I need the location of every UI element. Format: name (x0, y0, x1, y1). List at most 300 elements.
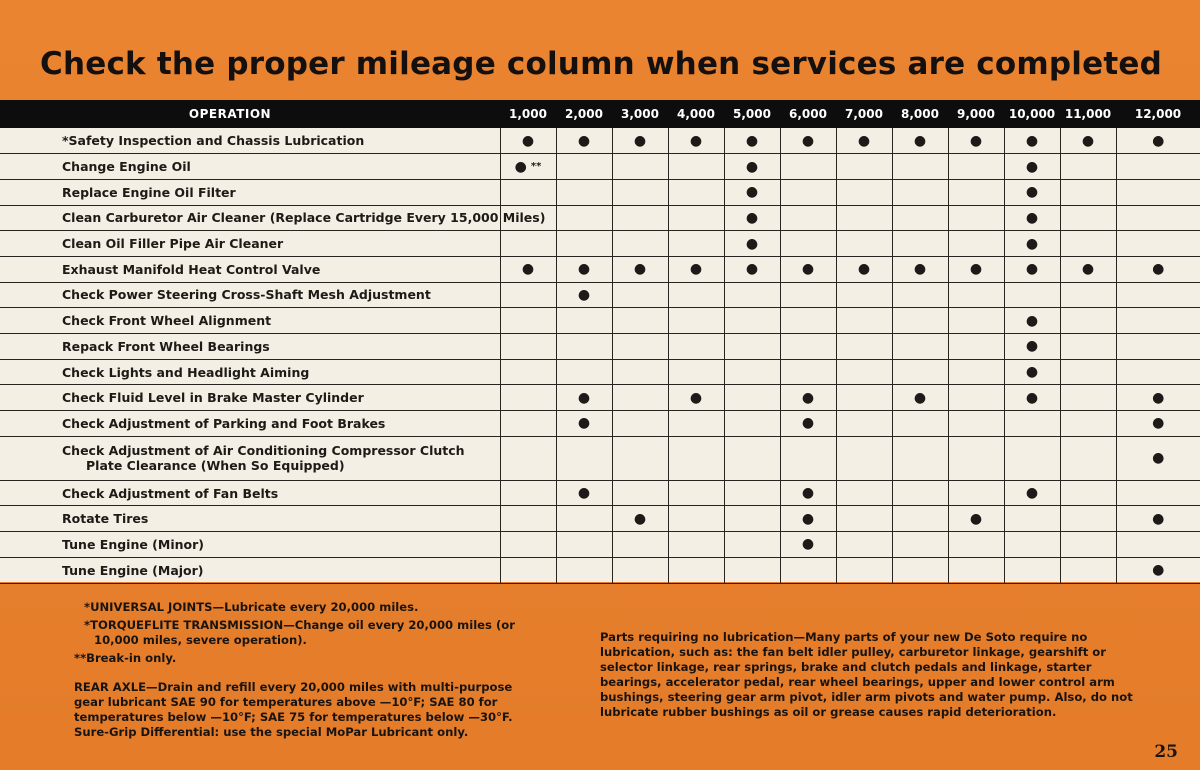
mileage-cell (1004, 506, 1060, 532)
mileage-cell (612, 359, 668, 385)
mileage-cell (892, 205, 948, 231)
mileage-cell (780, 359, 836, 385)
mileage-cell (1116, 411, 1200, 437)
service-dot: ● (577, 286, 591, 303)
mileage-cell (780, 436, 836, 480)
mileage-cell (836, 231, 892, 257)
operation-label: Check Power Steering Cross-Shaft Mesh Adjustment (62, 287, 431, 303)
mileage-cell (1060, 154, 1116, 180)
mileage-cell (948, 205, 1004, 231)
service-dot: ● (1152, 562, 1165, 579)
mileage-cell (668, 179, 724, 205)
operation-cell (0, 282, 500, 308)
mileage-cell (892, 557, 948, 583)
mileage-cell (724, 532, 780, 558)
service-dot: ● (1025, 364, 1039, 381)
mileage-cell (1004, 231, 1060, 257)
mileage-cell (724, 480, 780, 506)
mileage-cell (836, 506, 892, 532)
mileage-cell (724, 231, 780, 257)
service-dot: ● (1152, 389, 1165, 406)
service-dot: ● (969, 261, 983, 278)
operation-cell (0, 179, 500, 205)
service-dot: ● (633, 510, 647, 527)
operation-label-line2: Plate Clearance (When So Equipped) (86, 458, 345, 474)
mileage-cell (500, 557, 556, 583)
mileage-cell (668, 282, 724, 308)
mileage-cell (500, 334, 556, 360)
mileage-cell (556, 334, 612, 360)
schedule-row (0, 179, 1200, 205)
mileage-cell (836, 154, 892, 180)
operation-header: OPERATION (188, 107, 272, 121)
service-dot: ● (1025, 209, 1039, 226)
mileage-cell (668, 359, 724, 385)
service-dot: ● (577, 261, 591, 278)
mileage-cell (500, 154, 556, 180)
mileage-cell (612, 506, 668, 532)
mileage-cell (1004, 179, 1060, 205)
mileage-cell (1004, 334, 1060, 360)
mileage-cell (668, 506, 724, 532)
mileage-cell (1004, 480, 1060, 506)
service-dot: ● (1025, 338, 1039, 355)
mileage-cell (556, 506, 612, 532)
service-dot: ● (1152, 415, 1165, 432)
mileage-cell (1116, 557, 1200, 583)
operation-label: Check Front Wheel Alignment (62, 313, 272, 329)
mileage-cell (500, 436, 556, 480)
mileage-cell (668, 231, 724, 257)
schedule-row (0, 231, 1200, 257)
schedule-table (0, 100, 1200, 584)
mileage-cell (948, 179, 1004, 205)
mileage-cell (1004, 557, 1060, 583)
mileage-cell (948, 480, 1004, 506)
mileage-cell (1060, 179, 1116, 205)
schedule-row (0, 506, 1200, 532)
mileage-cell (1116, 256, 1200, 282)
mileage-cell (612, 205, 668, 231)
service-dot: ● (1025, 235, 1039, 252)
mileage-cell (1004, 308, 1060, 334)
mileage-column-header: 11,000 (1064, 107, 1112, 121)
break-in-stars: ** (530, 160, 542, 172)
mileage-cell (556, 436, 612, 480)
service-dot: ● (745, 132, 759, 149)
mileage-cell (948, 506, 1004, 532)
mileage-cell (500, 282, 556, 308)
mileage-cell (1116, 385, 1200, 411)
mileage-cell (1004, 359, 1060, 385)
operation-cell (0, 154, 500, 180)
mileage-cell (1060, 334, 1116, 360)
service-dot: ● (745, 184, 759, 201)
mileage-cell (1004, 128, 1060, 154)
mileage-cell (892, 359, 948, 385)
mileage-cell (1116, 532, 1200, 558)
mileage-column-header: 9,000 (957, 107, 995, 121)
mileage-cell (780, 179, 836, 205)
mileage-cell (780, 411, 836, 437)
mileage-cell (500, 231, 556, 257)
mileage-cell (948, 385, 1004, 411)
schedule-row (0, 411, 1200, 437)
mileage-cell (780, 308, 836, 334)
service-dot: ● (745, 235, 759, 252)
service-dot: ● (745, 261, 759, 278)
mileage-cell (612, 532, 668, 558)
mileage-cell (612, 179, 668, 205)
mileage-cell (836, 385, 892, 411)
mileage-cell (780, 154, 836, 180)
mileage-cell (556, 411, 612, 437)
mileage-cell (836, 179, 892, 205)
no-lubrication-note: Parts requiring no lubrication—Many parts of your new De Soto require no lubrication, such as: the fan belt idler pulley, carburetor linkage, gearshift or selector linkage, rear springs, brake and clutch pedals and linkage, starter bearings, accelerator pedal, rear wheel bearings, upper and lower control arm bushings, steering gear arm pivot, idler arm pivots and water pump. Also, do not lubricate rubber bushings as oil or grease causes rapid deterioration. (600, 630, 1133, 719)
service-dot: ● (1025, 132, 1039, 149)
mileage-cell (668, 385, 724, 411)
service-dot: ● (857, 132, 871, 149)
service-dot: ● (514, 158, 527, 175)
mileage-cell (836, 282, 892, 308)
service-dot: ● (577, 415, 591, 432)
mileage-cell (556, 205, 612, 231)
mileage-cell (836, 359, 892, 385)
schedule-row (0, 334, 1200, 360)
operation-label: Clean Oil Filler Pipe Air Cleaner (62, 236, 284, 252)
service-dot: ● (1081, 132, 1095, 149)
mileage-cell (780, 128, 836, 154)
mileage-cell (1116, 436, 1200, 480)
operation-cell (0, 128, 500, 154)
mileage-column-header: 6,000 (789, 107, 827, 121)
service-dot: ● (801, 261, 815, 278)
mileage-cell (892, 128, 948, 154)
schedule-row (0, 532, 1200, 558)
schedule-row (0, 128, 1200, 154)
mileage-cell (500, 385, 556, 411)
mileage-cell (724, 359, 780, 385)
mileage-cell (948, 334, 1004, 360)
mileage-cell (836, 436, 892, 480)
operation-cell (0, 385, 500, 411)
mileage-cell (1116, 506, 1200, 532)
mileage-cell (1060, 480, 1116, 506)
mileage-cell (1060, 205, 1116, 231)
mileage-cell (724, 205, 780, 231)
mileage-cell (780, 480, 836, 506)
mileage-cell (780, 205, 836, 231)
mileage-cell (500, 480, 556, 506)
mileage-cell (668, 557, 724, 583)
mileage-cell (892, 480, 948, 506)
operation-cell (0, 231, 500, 257)
operation-label: Check Adjustment of Parking and Foot Brakes (62, 415, 386, 431)
mileage-cell (1060, 557, 1116, 583)
mileage-cell (668, 154, 724, 180)
torqueflite-note: *TORQUEFLITE TRANSMISSION—Change oil every 20,000 miles (or 10,000 miles, severe operation). (84, 618, 515, 647)
mileage-cell (1060, 436, 1116, 480)
service-dot: ● (801, 536, 815, 553)
maintenance-schedule (0, 100, 1200, 582)
mileage-column-header: 12,000 (1134, 107, 1182, 121)
service-dot: ● (913, 261, 927, 278)
operation-label: Tune Engine (Major) (62, 562, 204, 578)
mileage-cell (500, 256, 556, 282)
service-dot: ● (1152, 510, 1165, 527)
mileage-cell (1004, 532, 1060, 558)
operation-label: Repack Front Wheel Bearings (62, 338, 270, 354)
schedule-row (0, 256, 1200, 282)
mileage-column-header: 7,000 (845, 107, 883, 121)
mileage-cell (892, 411, 948, 437)
mileage-cell (612, 385, 668, 411)
mileage-cell (724, 411, 780, 437)
service-dot: ● (521, 261, 535, 278)
operation-label: Exhaust Manifold Heat Control Valve (62, 261, 321, 277)
mileage-cell (1004, 205, 1060, 231)
service-dot: ● (1025, 261, 1039, 278)
mileage-cell (948, 231, 1004, 257)
mileage-cell (1060, 532, 1116, 558)
page-number: 25 (1154, 742, 1178, 762)
mileage-cell (612, 282, 668, 308)
mileage-cell (612, 436, 668, 480)
mileage-cell (668, 436, 724, 480)
mileage-cell (668, 256, 724, 282)
mileage-cell (612, 231, 668, 257)
mileage-column-header: 1,000 (509, 107, 547, 121)
operation-label: Check Adjustment of Fan Belts (62, 485, 279, 501)
mileage-cell (948, 282, 1004, 308)
mileage-cell (556, 282, 612, 308)
mileage-cell (836, 256, 892, 282)
mileage-cell (556, 557, 612, 583)
mileage-cell (668, 480, 724, 506)
mileage-cell (1116, 231, 1200, 257)
page-title: Check the proper mileage column when services are completed (40, 46, 1162, 82)
mileage-cell (892, 231, 948, 257)
mileage-cell (1004, 436, 1060, 480)
mileage-cell (1116, 205, 1200, 231)
operation-cell (0, 256, 500, 282)
operation-label: Change Engine Oil (62, 159, 191, 175)
mileage-cell (892, 334, 948, 360)
mileage-cell (556, 385, 612, 411)
service-dot: ● (801, 389, 815, 406)
schedule-body (0, 128, 1200, 583)
mileage-cell (1060, 308, 1116, 334)
operation-cell (0, 436, 500, 480)
mileage-cell (500, 308, 556, 334)
mileage-cell (612, 128, 668, 154)
operation-label: Check Adjustment of Air Conditioning Compressor Clutch (62, 443, 465, 459)
mileage-cell (1060, 385, 1116, 411)
mileage-cell (780, 231, 836, 257)
mileage-cell (556, 128, 612, 154)
operation-cell (0, 205, 546, 231)
mileage-cell (556, 532, 612, 558)
mileage-cell (780, 282, 836, 308)
mileage-cell (724, 557, 780, 583)
operation-cell (0, 557, 500, 583)
schedule-row (0, 154, 1200, 180)
service-dot: ● (689, 261, 703, 278)
service-dot: ● (1025, 158, 1039, 175)
mileage-cell (1116, 359, 1200, 385)
mileage-cell (500, 411, 556, 437)
schedule-row (0, 557, 1200, 583)
mileage-cell (724, 128, 780, 154)
schedule-row (0, 359, 1200, 385)
service-dot: ● (1025, 312, 1039, 329)
service-dot: ● (1152, 132, 1165, 149)
mileage-cell (1060, 256, 1116, 282)
service-dot: ● (633, 132, 647, 149)
service-dot: ● (801, 415, 815, 432)
service-dot: ● (1152, 450, 1165, 467)
mileage-cell (892, 256, 948, 282)
mileage-cell (780, 256, 836, 282)
mileage-cell (1116, 179, 1200, 205)
mileage-cell (612, 334, 668, 360)
service-dot: ● (689, 389, 703, 406)
service-dot: ● (969, 132, 983, 149)
mileage-cell (668, 532, 724, 558)
rear-axle-note: REAR AXLE—Drain and refill every 20,000 miles with multi-purpose gear lubricant SAE 90 for temperatures above —10°F; SAE 80 for temperatures below —10°F; SAE 75 for temperatures below —30°F. Sure-Grip Differential: use the special MoPar Lubricant only. (74, 680, 513, 739)
mileage-cell (1004, 256, 1060, 282)
schedule-row (0, 480, 1200, 506)
mileage-cell (1004, 411, 1060, 437)
mileage-cell (500, 359, 556, 385)
mileage-cell (556, 154, 612, 180)
mileage-cell (556, 359, 612, 385)
service-dot: ● (1152, 261, 1165, 278)
mileage-cell (836, 411, 892, 437)
mileage-cell (612, 557, 668, 583)
service-dot: ● (801, 485, 815, 502)
mileage-cell (892, 436, 948, 480)
operation-cell (0, 480, 500, 506)
mileage-cell (948, 359, 1004, 385)
header-row (0, 100, 1200, 128)
mileage-cell (724, 154, 780, 180)
mileage-cell (612, 308, 668, 334)
mileage-cell (1116, 308, 1200, 334)
operation-label: Tune Engine (Minor) (62, 536, 204, 552)
mileage-cell (668, 205, 724, 231)
mileage-cell (1116, 480, 1200, 506)
service-dot: ● (1025, 485, 1039, 502)
mileage-cell (836, 308, 892, 334)
mileage-cell (948, 436, 1004, 480)
mileage-cell (668, 334, 724, 360)
schedule-row (0, 205, 1200, 231)
service-dot: ● (1025, 389, 1039, 406)
service-dot: ● (745, 209, 759, 226)
mileage-cell (1116, 128, 1200, 154)
mileage-cell (948, 256, 1004, 282)
mileage-cell (892, 385, 948, 411)
service-dot: ● (857, 261, 871, 278)
mileage-cell (556, 256, 612, 282)
mileage-cell (556, 308, 612, 334)
mileage-column-header: 4,000 (677, 107, 715, 121)
mileage-column-header: 10,000 (1008, 107, 1056, 121)
mileage-cell (892, 282, 948, 308)
mileage-cell (780, 557, 836, 583)
mileage-cell (500, 179, 556, 205)
mileage-cell (1060, 411, 1116, 437)
mileage-cell (612, 480, 668, 506)
mileage-cell (836, 557, 892, 583)
mileage-cell (1060, 128, 1116, 154)
mileage-cell (1116, 154, 1200, 180)
operation-cell (0, 532, 500, 558)
mileage-cell (892, 506, 948, 532)
break-in-note: **Break-in only. (74, 651, 177, 665)
mileage-cell (836, 128, 892, 154)
mileage-cell (1060, 506, 1116, 532)
mileage-cell (1060, 282, 1116, 308)
mileage-cell (612, 256, 668, 282)
mileage-cell (892, 532, 948, 558)
footnotes-left (74, 600, 544, 743)
service-dot: ● (521, 132, 535, 149)
mileage-cell (500, 532, 556, 558)
mileage-cell (780, 532, 836, 558)
mileage-cell (948, 532, 1004, 558)
service-dot: ● (577, 132, 591, 149)
mileage-cell (1116, 334, 1200, 360)
mileage-cell (724, 282, 780, 308)
mileage-cell (948, 308, 1004, 334)
service-dot: ● (1025, 184, 1039, 201)
mileage-column-header: 8,000 (901, 107, 939, 121)
mileage-cell (1004, 385, 1060, 411)
operation-cell (0, 334, 500, 360)
universal-joints-note: *UNIVERSAL JOINTS—Lubricate every 20,000 miles. (84, 600, 419, 614)
mileage-cell (1116, 282, 1200, 308)
mileage-cell (668, 411, 724, 437)
operation-label: *Safety Inspection and Chassis Lubrication (62, 133, 365, 149)
mileage-cell (836, 205, 892, 231)
mileage-cell (500, 506, 556, 532)
mileage-cell (836, 480, 892, 506)
service-dot: ● (745, 158, 759, 175)
mileage-cell (948, 128, 1004, 154)
mileage-cell (1004, 154, 1060, 180)
operation-label: Rotate Tires (62, 511, 149, 527)
mileage-cell (1060, 359, 1116, 385)
mileage-cell (668, 128, 724, 154)
mileage-cell (556, 480, 612, 506)
schedule-row (0, 282, 1200, 308)
mileage-cell (724, 308, 780, 334)
mileage-cell (892, 154, 948, 180)
mileage-cell (892, 179, 948, 205)
mileage-cell (612, 411, 668, 437)
schedule-row (0, 308, 1200, 334)
mileage-cell (836, 532, 892, 558)
service-dot: ● (689, 132, 703, 149)
operation-cell (0, 308, 500, 334)
mileage-column-header: 5,000 (733, 107, 771, 121)
mileage-cell (892, 308, 948, 334)
mileage-cell (724, 334, 780, 360)
mileage-cell (948, 154, 1004, 180)
service-dot: ● (969, 510, 983, 527)
